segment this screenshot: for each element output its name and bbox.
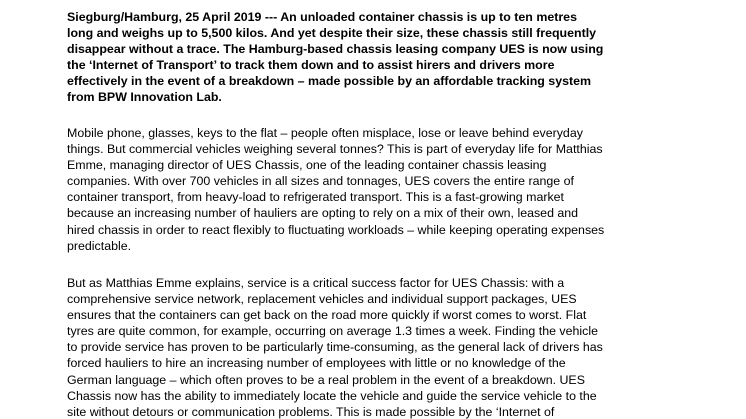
lead-line: long and weighs up to 5,500 kilos. And yet despite their size, these chassis still frequently xyxy=(67,26,597,41)
paragraph-line: because an increasing number of hauliers are opting to rely on a mix of their own, leased and xyxy=(67,206,579,221)
body-paragraph-1 xyxy=(67,125,627,254)
document-page xyxy=(67,0,627,419)
paragraph-line: comprehensive service network, replacement vehicles and individual support packages, UES xyxy=(67,292,577,307)
lead-line: the ‘Internet of Transport’ to track them down and to assist hirers and drivers more xyxy=(67,58,555,73)
paragraph-line: predictable. xyxy=(67,238,132,253)
paragraph-line: to provide service has proven to be particularly time-consuming, as the general lack of drivers has xyxy=(67,340,603,355)
paragraph-line: tyres are quite common, for example, occurring on average 1.3 times a week. Finding the vehicle xyxy=(67,324,598,339)
lead-paragraph xyxy=(67,9,627,106)
paragraph-line: companies. With over 700 vehicles in all sizes and tonnages, UES covers the entire range of xyxy=(67,174,574,189)
lead-line: disappear without a trace. The Hamburg-based chassis leasing company UES is now using xyxy=(67,42,604,57)
paragraph-line: Mobile phone, glasses, keys to the flat – people often misplace, lose or leave behind everyday xyxy=(67,126,583,140)
lead-line: effectively in the event of a breakdown – made possible by an affordable tracking system xyxy=(67,74,592,89)
paragraph-line: site without detours or communication problems. This is made possible by the ‘Internet of xyxy=(67,404,555,419)
paragraph-line: ensures that the containers can get back on the road more quickly if worst comes to worst. Flat xyxy=(67,308,587,323)
body-paragraph-2 xyxy=(67,275,627,419)
paragraph-line: container transport, from heavy-load to refrigerated transport. This is a fast-growing market xyxy=(67,190,564,205)
paragraph-line: German language – which often proves to be a real problem in the event of a breakdown. UES xyxy=(67,372,585,387)
lead-line: from BPW Innovation Lab. xyxy=(67,90,222,105)
paragraph-line: Chassis now has the ability to immediately locate the vehicle and guide the service vehicle to the xyxy=(67,388,597,403)
paragraph-line: forced hauliers to hire an increasing number of employees with little or no knowledge of the xyxy=(67,356,566,371)
paragraph-line: things. But commercial vehicles weighing several tonnes? This is part of everyday life for Matthias xyxy=(67,142,603,157)
lead-line: Siegburg/Hamburg, 25 April 2019 --- An unloaded container chassis is up to ten metres xyxy=(67,10,577,24)
paragraph-line: hired chassis in order to react flexibly to fluctuating workloads – while keeping operating expenses xyxy=(67,222,605,237)
paragraph-line: But as Matthias Emme explains, service is a critical success factor for UES Chassis: with a xyxy=(67,276,565,290)
paragraph-line: Emme, managing director of UES Chassis, one of the leading container chassis leasing xyxy=(67,158,547,173)
